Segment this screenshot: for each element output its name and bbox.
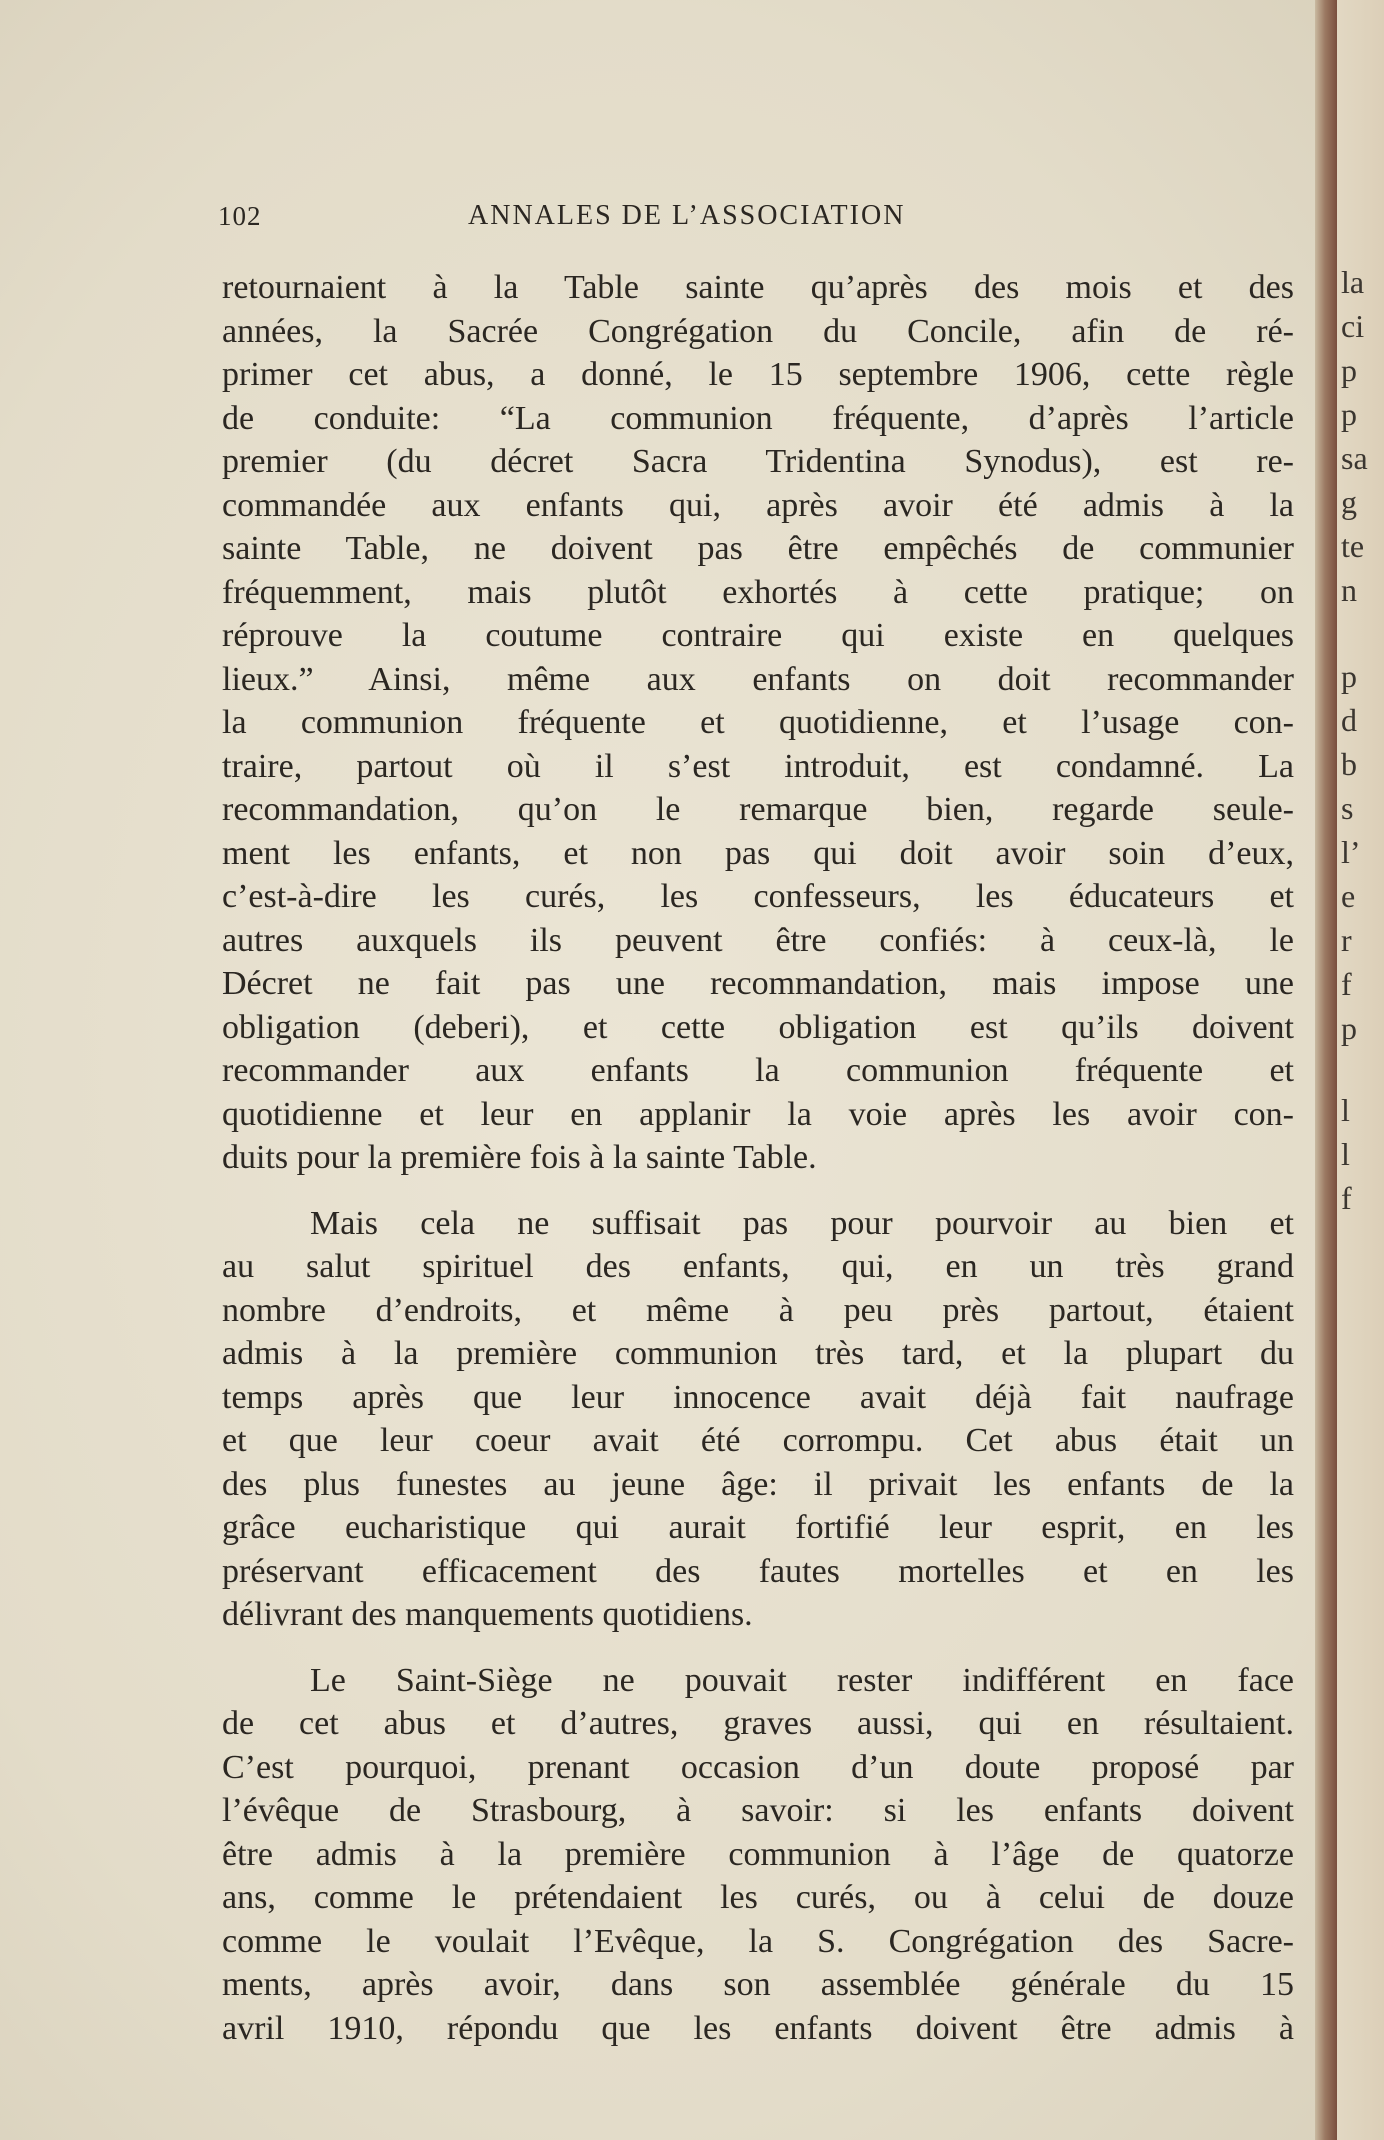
text-line: commandée aux enfants qui, après avoir été admis à la [222, 486, 1294, 524]
text-line: l’évêque de Strasbourg, à savoir: si les enfants doivent [222, 1792, 1294, 1829]
text-line: primer cet abus, a donné, le 15 septembre 1906, cette règle [222, 356, 1294, 393]
text-line: retournaient à la Table sainte qu’après des mois et des [222, 269, 1294, 306]
text-line: ments, après avoir, dans son assemblée générale du 15 [222, 1966, 1294, 2003]
page-number: 102 [218, 201, 262, 231]
text-line: grâce eucharistique qui aurait fortifié leur esprit, en les [222, 1509, 1294, 1546]
facing-page-fragment: p [1341, 352, 1357, 388]
facing-page-fragment: s [1341, 790, 1354, 826]
text-line: délivrant des manquements quotidiens. [222, 1596, 753, 1633]
body-text [222, 266, 1294, 2050]
text-line: obligation (deberi), et cette obligation est qu’ils doivent [222, 1008, 1294, 1046]
text-line: premier (du décret Sacra Tridentina Synodus), est re- [222, 443, 1294, 480]
text-line: des plus funestes au jeune âge: il privait les enfants de la [222, 1465, 1294, 1503]
text-line: sainte Table, ne doivent pas être empêchés de communier [222, 530, 1294, 567]
text-line: nombre d’endroits, et même à peu près partout, étaient [222, 1291, 1294, 1329]
facing-page-fragment: ci [1341, 308, 1365, 344]
facing-page-fragment: n [1341, 572, 1357, 608]
text-line: réprouve la coutume contraire qui existe en quelques [222, 617, 1294, 654]
text-line: recommander aux enfants la communion fréquente et [222, 1052, 1294, 1089]
facing-page-fragment: r [1341, 922, 1352, 958]
facing-page-fragment: l [1341, 1136, 1350, 1172]
facing-page-fragment: f [1341, 966, 1352, 1002]
text-line: Décret ne fait pas une recommandation, mais impose une [222, 965, 1294, 1002]
facing-page-fragment: sa [1341, 440, 1368, 476]
text-line: admis à la première communion très tard, et la plupart du [222, 1335, 1294, 1372]
facing-page-fragment: p [1341, 658, 1357, 694]
facing-page-fragment: g [1341, 484, 1357, 520]
text-line: années, la Sacrée Congrégation du Concile, afin de ré- [222, 312, 1294, 350]
text-line: fréquemment, mais plutôt exhortés à cette pratique; on [222, 573, 1294, 611]
facing-page-fragment: l’ [1341, 834, 1361, 870]
text-line: Le Saint-Siège ne pouvait rester indifférent en face [310, 1661, 1294, 1699]
text-line: avril 1910, répondu que les enfants doivent être admis à [222, 2009, 1294, 2047]
paragraph-1 [222, 266, 1294, 1180]
facing-page-fragment: f [1341, 1180, 1352, 1216]
facing-page-fragment: la [1341, 264, 1365, 300]
running-title: ANNALES DE L’ASSOCIATION [468, 200, 906, 231]
book-gutter-shadow [1315, 0, 1337, 2140]
text-line: être admis à la première communion à l’âge de quatorze [222, 1835, 1294, 1873]
text-line: lieux.” Ainsi, même aux enfants on doit recommander [222, 660, 1294, 698]
paragraph-3 [222, 1659, 1294, 2051]
facing-page-fragment: b [1341, 746, 1357, 782]
text-line: traire, partout où il s’est introduit, est condamné. La [222, 747, 1294, 785]
text-line: la communion fréquente et quotidienne, et l’usage con- [222, 704, 1294, 741]
facing-page-fragment: te [1341, 528, 1365, 564]
text-line: Mais cela ne suffisait pas pour pourvoir au bien et [310, 1204, 1294, 1242]
paragraph-2 [222, 1202, 1294, 1637]
facing-page-fragment: e [1341, 878, 1356, 914]
text-line: quotidienne et leur en applanir la voie après les avoir con- [222, 1095, 1294, 1133]
text-line: ment les enfants, et non pas qui doit avoir soin d’eux, [222, 834, 1294, 872]
facing-page-fragment: p [1341, 1010, 1357, 1046]
text-line: de cet abus et d’autres, graves aussi, qui en résultaient. [222, 1705, 1294, 1742]
text-line: temps après que leur innocence avait déjà fait naufrage [222, 1378, 1294, 1416]
text-line: C’est pourquoi, prenant occasion d’un doute proposé par [222, 1748, 1294, 1786]
page-header [218, 196, 1298, 236]
text-line: ans, comme le prétendaient les curés, ou à celui de douze [222, 1879, 1294, 1916]
facing-page-fragment: d [1341, 702, 1357, 738]
facing-page-fragment: p [1341, 396, 1357, 432]
text-line: recommandation, qu’on le remarque bien, regarde seule- [222, 791, 1294, 828]
text-line: c’est-à-dire les curés, les confesseurs, les éducateurs et [222, 878, 1294, 915]
text-line: comme le voulait l’Evêque, la S. Congrégation des Sacre- [222, 1922, 1294, 1960]
text-line: et que leur coeur avait été corrompu. Cet abus était un [222, 1422, 1294, 1459]
text-line: autres auxquels ils peuvent être confiés: à ceux-là, le [222, 921, 1294, 959]
text-line: au salut spirituel des enfants, qui, en un très grand [222, 1248, 1294, 1285]
facing-page-fragment: l [1341, 1092, 1350, 1128]
text-line: de conduite: “La communion fréquente, d’après l’article [222, 399, 1294, 437]
facing-page-edge [1337, 0, 1384, 2140]
text-line: duits pour la première fois à la sainte Table. [222, 1139, 817, 1176]
text-line: préservant efficacement des fautes mortelles et en les [222, 1552, 1294, 1590]
